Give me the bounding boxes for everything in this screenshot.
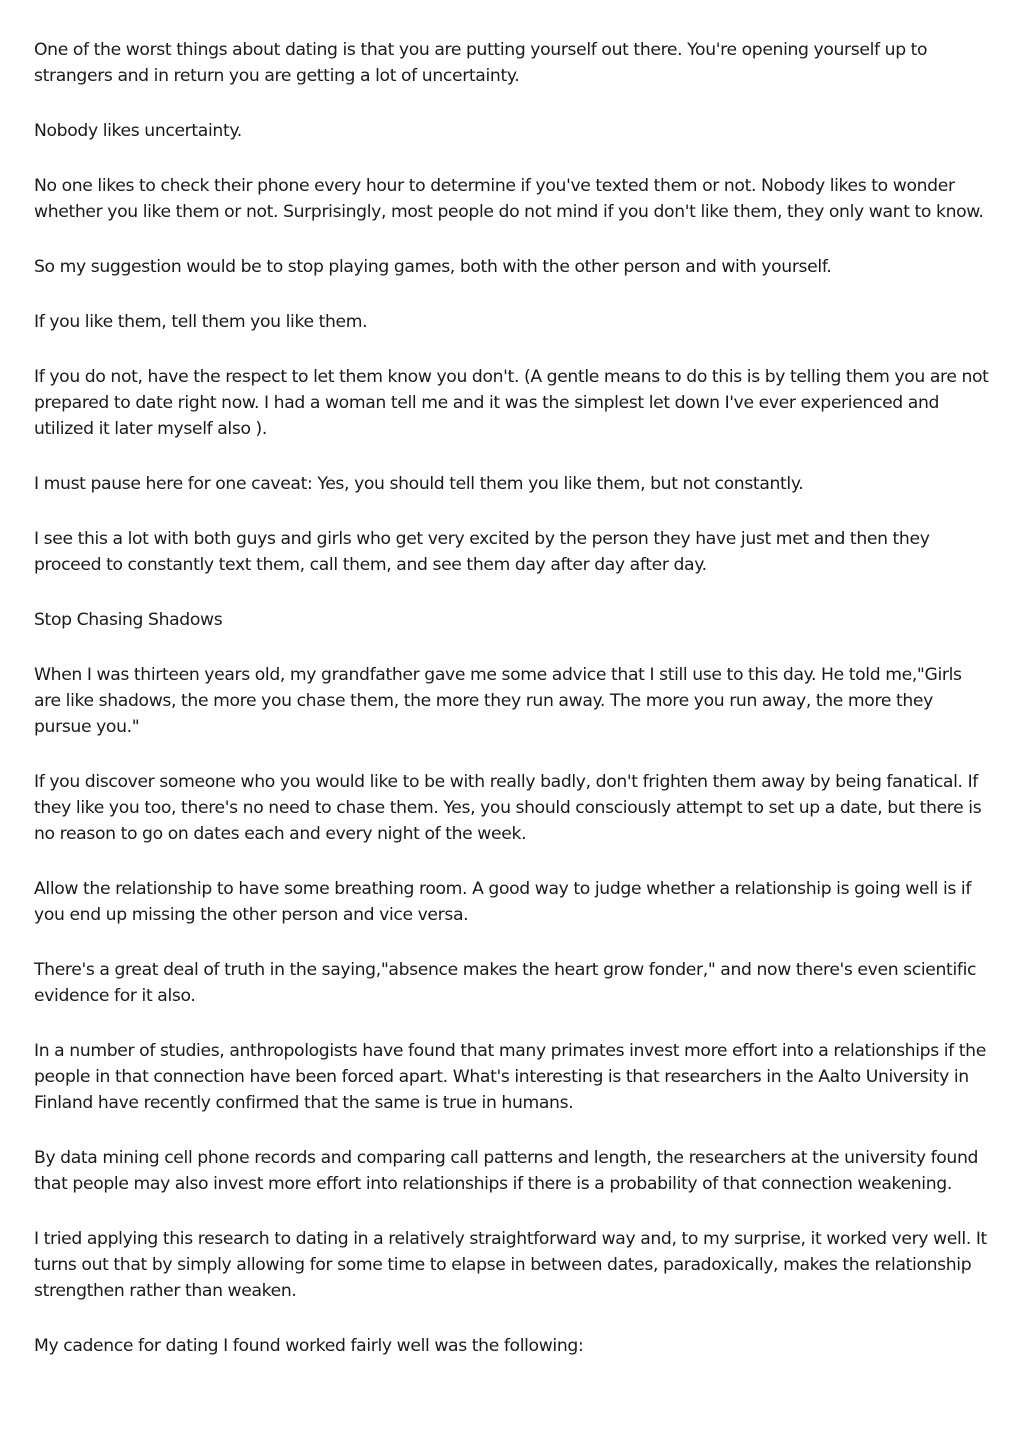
paragraph-cadence: My cadence for dating I found worked fairly well was the following:: [34, 1336, 584, 1356]
paragraph-caveat: I must pause here for one caveat: Yes, you should tell them you like them, but not constantly.: [34, 474, 804, 494]
paragraph-studies: In a number of studies, anthropologists have found that many primates invest more effort into a relationships if the people in that connection have been forced apart. What's interesting is that researchers in the Aalto University in Finland have recently confirmed that the same is true in humans.: [34, 1041, 986, 1113]
paragraph-suggestion: So my suggestion would be to stop playing games, both with the other person and with yourself.: [34, 257, 832, 277]
paragraph-intro: One of the worst things about dating is that you are putting yourself out there. You're opening yourself up to strangers and in return you are getting a lot of uncertainty.: [34, 40, 928, 86]
paragraph-check-phone: No one likes to check their phone every hour to determine if you've texted them or not. Nobody likes to wonder whether you like them or not. Surprisingly, most people do not mind if you don't like them, they only want to know.: [34, 176, 984, 222]
paragraph-uncertainty: Nobody likes uncertainty.: [34, 121, 242, 141]
paragraph-excited: I see this a lot with both guys and girls who get very excited by the person they have just met and then they proceed to constantly text them, call them, and see them day after day after day.: [34, 529, 930, 575]
paragraph-breathing-room: Allow the relationship to have some breathing room. A good way to judge whether a relationship is going well is if you end up missing the other person and vice versa.: [34, 879, 972, 925]
paragraph-research-applied: I tried applying this research to dating in a relatively straightforward way and, to my surprise, it worked very well. It turns out that by simply allowing for some time to elapse in between dates, paradoxically, makes the relationship strengthen rather than weaken.: [34, 1229, 987, 1301]
paragraph-respect: If you do not, have the respect to let them know you don't. (A gentle means to do this is by telling them you are not prepared to date right now. I had a woman tell me and it was the simplest let down I've ever experienced and utilized it later myself also ).: [34, 367, 989, 439]
paragraph-grandfather: When I was thirteen years old, my grandfather gave me some advice that I still use to this day. He told me,"Girls are like shadows, the more you chase them, the more they run away. The more you run away, the more they pursue you.": [34, 665, 962, 737]
paragraph-absence: There's a great deal of truth in the saying,"absence makes the heart grow fonder," and now there's even scientific evidence for it also.: [34, 960, 977, 1006]
document-body: [34, 37, 992, 1388]
section-heading-shadows: Stop Chasing Shadows: [34, 610, 223, 630]
paragraph-fanatical: If you discover someone who you would like to be with really badly, don't frighten them away by being fanatical. If they like you too, there's no need to chase them. Yes, you should consciously attempt to set up a date, but there is no reason to go on dates each and every night of the week.: [34, 772, 982, 844]
paragraph-data-mining: By data mining cell phone records and comparing call patterns and length, the researchers at the university found that people may also invest more effort into relationships if there is a probability of that connection weakening.: [34, 1148, 979, 1194]
paragraph-tell-them: If you like them, tell them you like them.: [34, 312, 368, 332]
